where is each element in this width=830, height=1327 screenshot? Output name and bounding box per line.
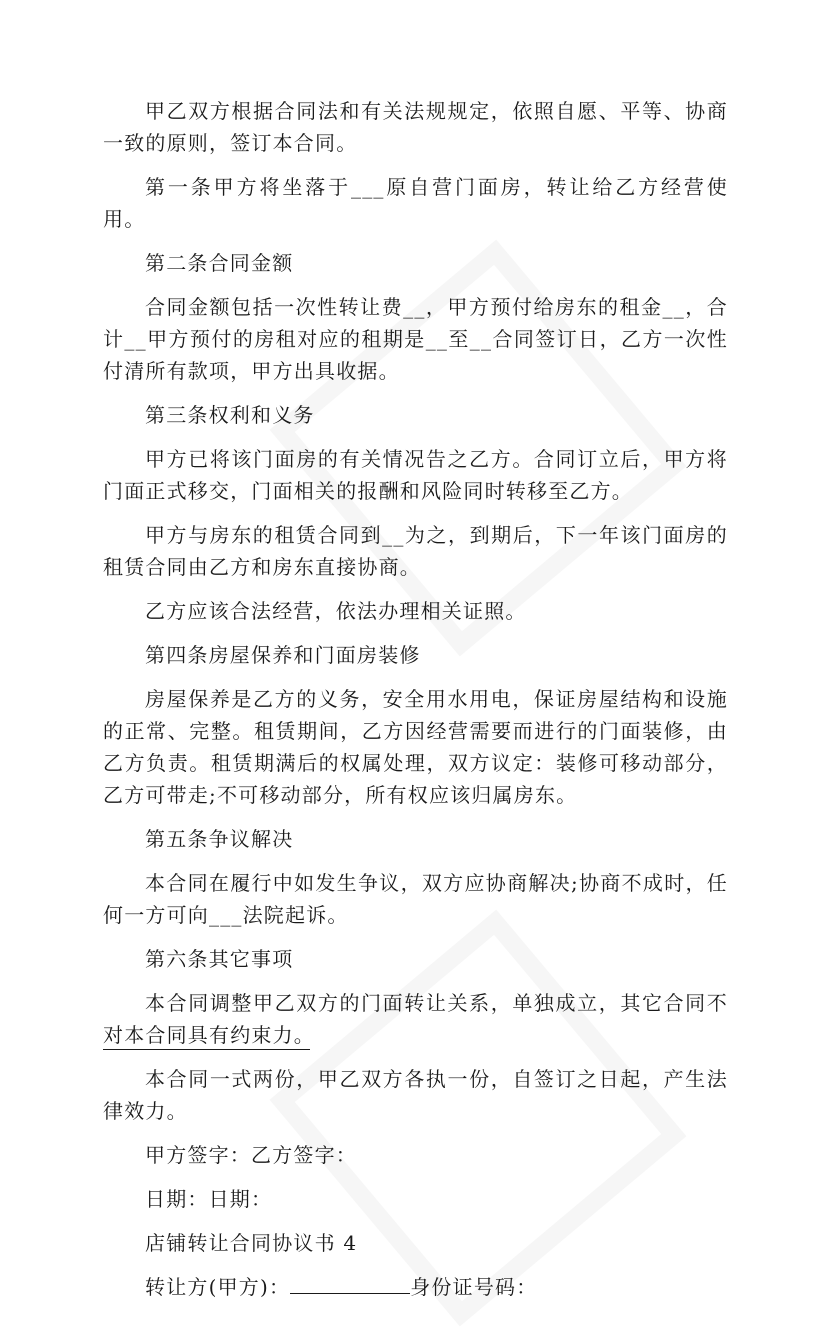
- article-5-body: 本合同在履行中如发生争议，双方应协商解决;协商不成时，任何一方可向___法院起诉。: [103, 871, 728, 927]
- article-6-paragraph: 本合同调整甲乙双方的门面转让关系，单独成立，其它合同不对本合同具有约束力。: [103, 991, 728, 1047]
- article-4-body: 房屋保养是乙方的义务，安全用水用电，保证房屋结构和设施的正常、完整。租赁期间，乙方因经营需要而进行的门面装修，由乙方负责。租赁期满后的权属处理，双方议定：装修可移动部分，乙方可带走;不可移动部分，所有权应该归属房东。: [103, 687, 728, 807]
- article-1: 第一条甲方将坐落于___原自营门面房，转让给乙方经营使用。: [103, 175, 728, 231]
- article-3-paragraph: 甲方已将该门面房的有关情况告之乙方。合同订立后，甲方将门面正式移交，门面相关的报酬和风险同时转移至乙方。: [103, 447, 728, 503]
- article-5-heading: 第五条争议解决: [145, 827, 294, 851]
- transferor-label: 转让方(甲方)：: [145, 1275, 291, 1299]
- article-3-paragraph: 甲方与房东的租赁合同到__为之，到期后，下一年该门面房的租赁合同由乙方和房东直接协商。: [103, 523, 728, 579]
- date-line: 日期：日期：: [145, 1187, 273, 1211]
- transferor-line: [103, 1271, 728, 1303]
- article-6-heading: 第六条其它事项: [145, 947, 294, 971]
- bottom-rule: [103, 1049, 310, 1050]
- article-3-paragraph: 乙方应该合法经营，依法办理相关证照。: [145, 599, 527, 623]
- contract-body: [103, 95, 728, 1315]
- next-agreement-title: 店铺转让合同协议书 4: [145, 1231, 358, 1255]
- article-2-heading: 第二条合同金额: [145, 251, 294, 275]
- article-3-heading: 第三条权利和义务: [145, 403, 315, 427]
- transferor-blank: [290, 1273, 410, 1294]
- article-4-heading: 第四条房屋保养和门面房装修: [145, 643, 421, 667]
- article-2-body: 合同金额包括一次性转让费__，甲方预付给房东的租金__，合计__甲方预付的房租对应的租期是__至__合同签订日，乙方一次性付清所有款项，甲方出具收据。: [103, 295, 728, 383]
- article-6-paragraph: 本合同一式两份，甲乙双方各执一份，自签订之日起，产生法律效力。: [103, 1067, 728, 1123]
- id-number-label: 身份证号码：: [410, 1275, 538, 1299]
- intro-paragraph: 甲乙双方根据合同法和有关法规规定，依照自愿、平等、协商一致的原则，签订本合同。: [103, 99, 728, 155]
- signature-line: 甲方签字：乙方签字：: [145, 1143, 357, 1167]
